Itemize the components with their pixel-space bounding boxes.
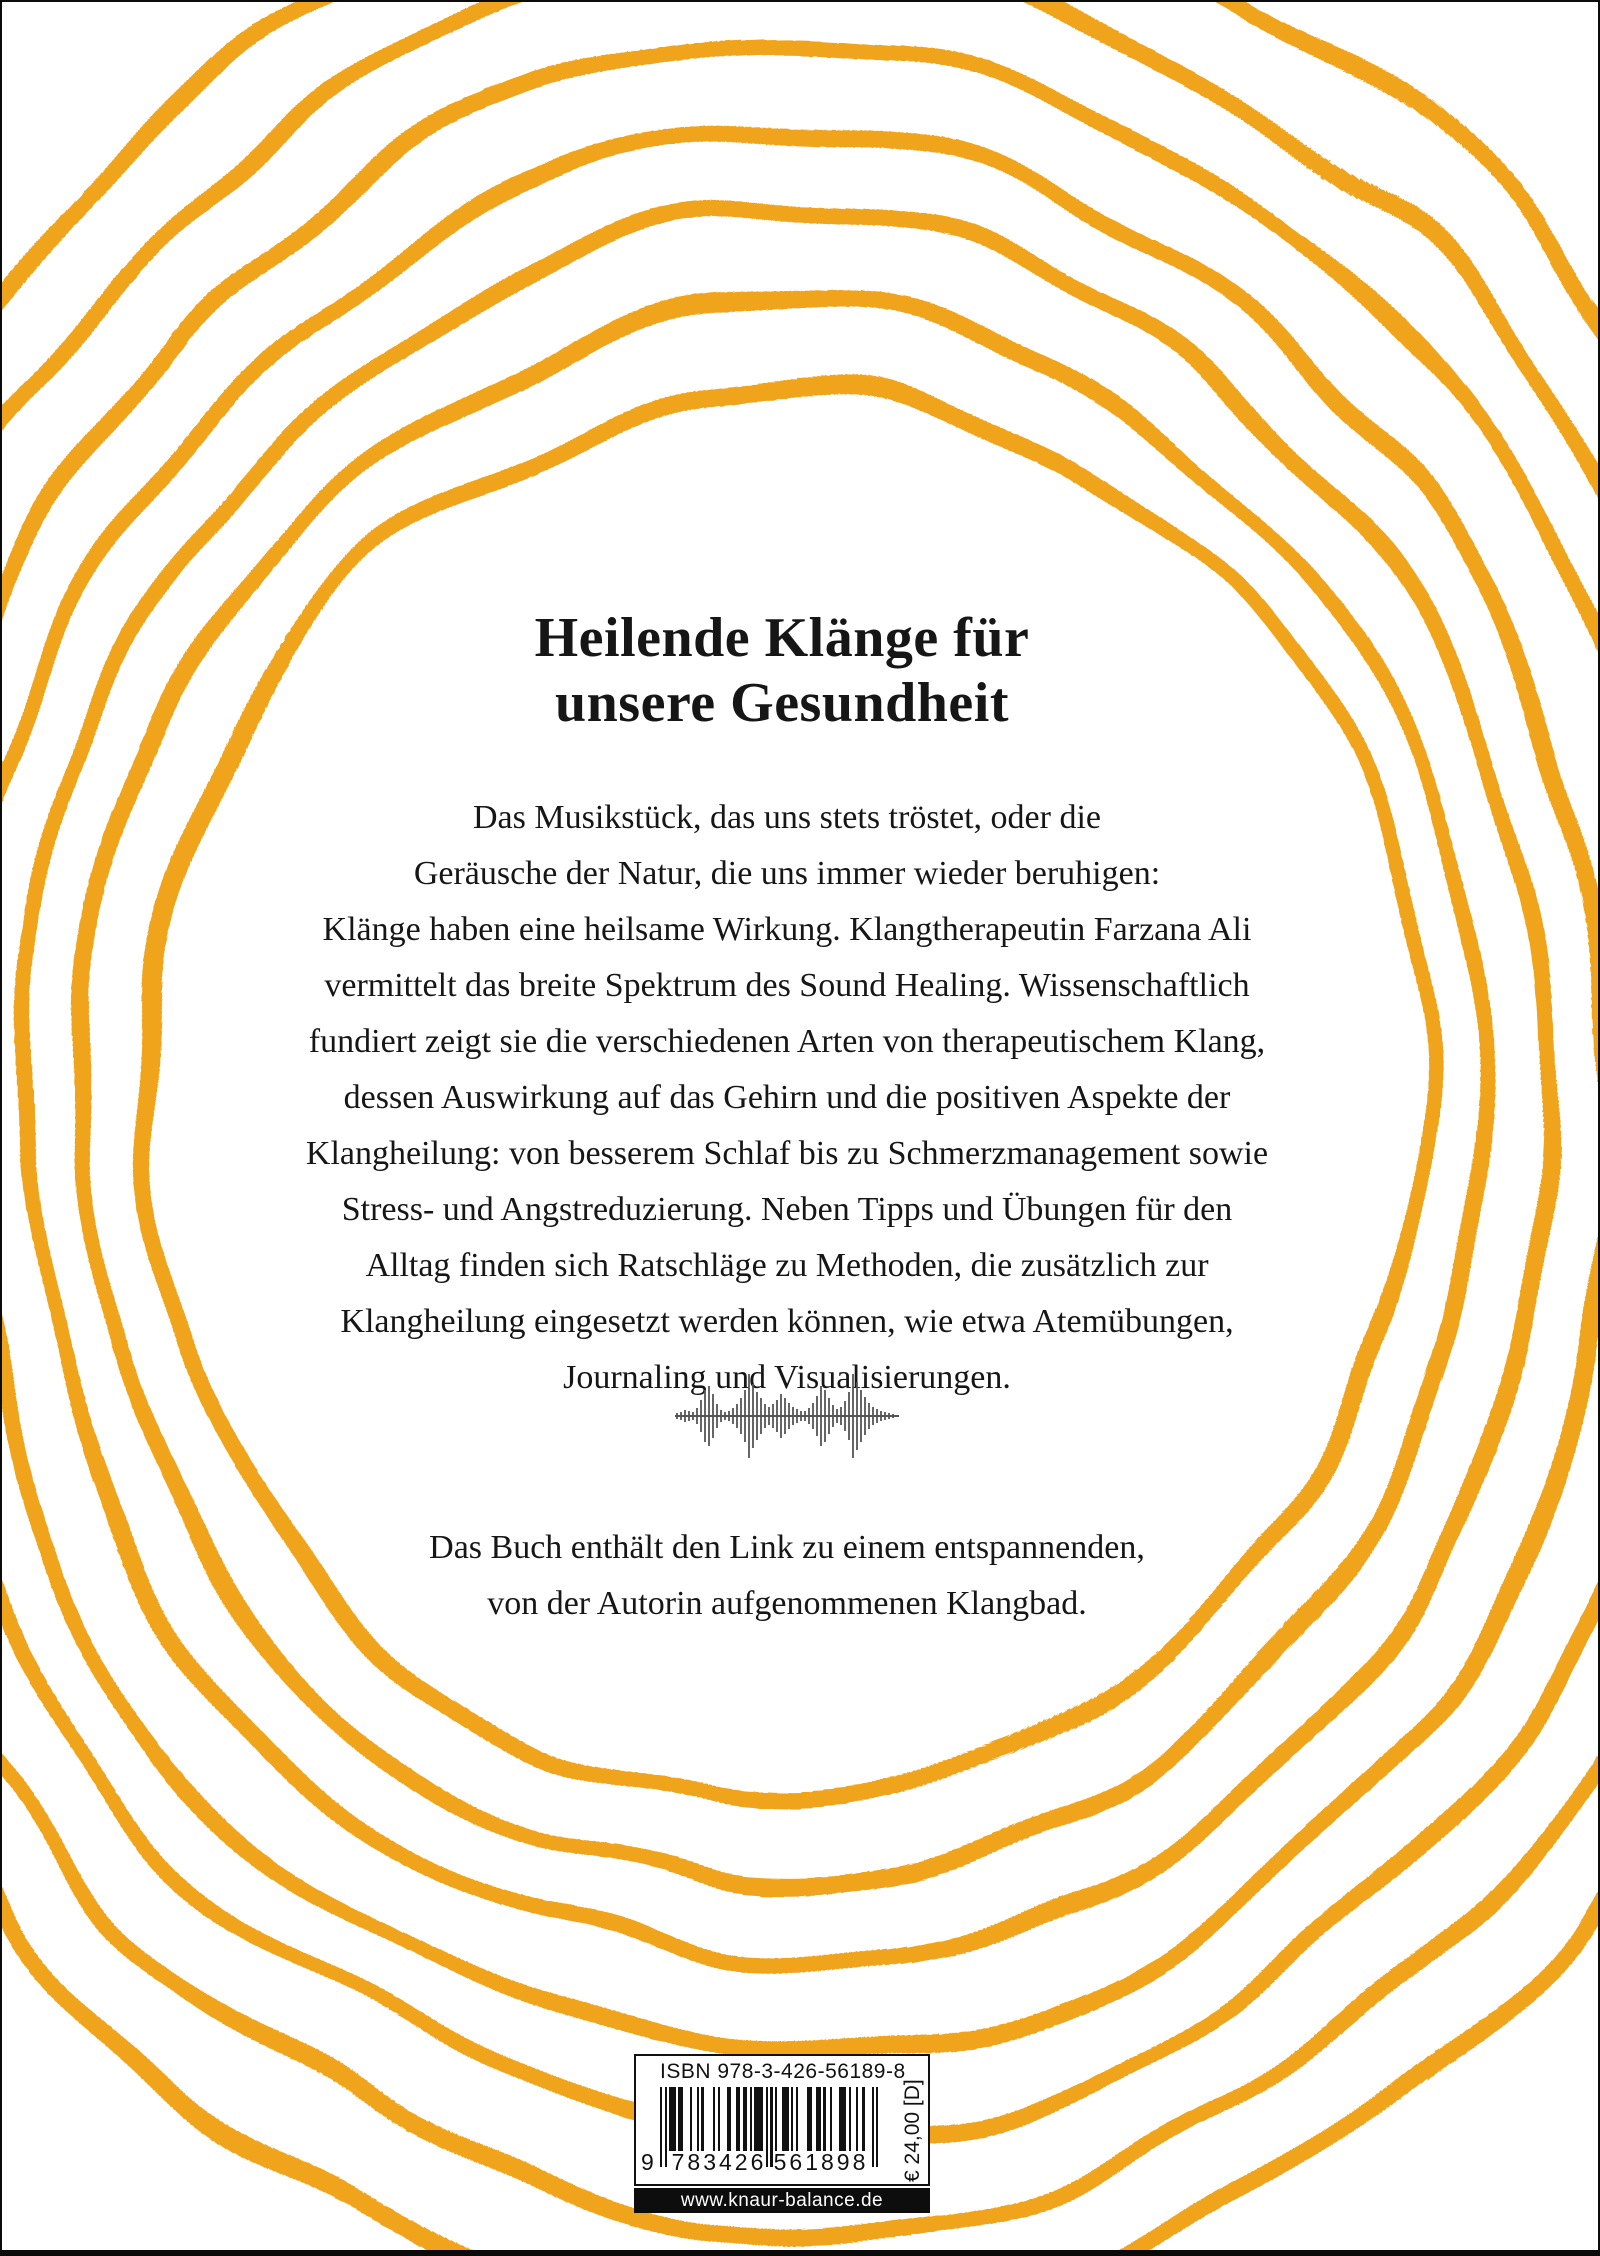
cover-text-area: [2, 2, 1598, 2250]
blurb-line: Das Musikstück, das uns stets tröstet, oder die: [473, 799, 1101, 836]
barcode-digit-lead: 9: [641, 2149, 654, 2175]
blurb-line: vermittelt das breite Spektrum des Sound Healing. Wissenschaftlich: [324, 967, 1250, 1004]
blurb-line: Alltag finden sich Ratschläge zu Methoden, die zusätzlich zur: [365, 1247, 1209, 1284]
blurb-line: dessen Auswirkung auf das Gehirn und die positiven Aspekte der: [343, 1079, 1231, 1116]
blurb-paragraph: [187, 790, 1387, 1406]
blurb-line: Stress- und Angstreduzierung. Neben Tipps und Übungen für den: [341, 1191, 1233, 1228]
blurb-line: fundiert zeigt sie die verschiedenen Arten von therapeutischem Klang,: [308, 1023, 1266, 1060]
bonus-line: Das Buch enthält den Link zu einem entspannenden,: [429, 1529, 1145, 1566]
page-title: [182, 606, 1382, 736]
publisher-website-bar: www.knaur-balance.de: [634, 2188, 930, 2213]
barcode-digit-group1: 783426: [671, 2149, 767, 2175]
title-line: unsere Gesundheit: [555, 672, 1009, 734]
bonus-line: von der Autorin aufgenommenen Klangbad.: [487, 1585, 1087, 1622]
barcode-block: [634, 2054, 930, 2213]
blurb-line: Klänge haben eine heilsame Wirkung. Klangtherapeutin Farzana Ali: [322, 911, 1252, 948]
barcode-panel: [634, 2054, 930, 2186]
price-label: € 24,00 [D]: [901, 2079, 924, 2182]
isbn-label: ISBN 978-3-426-56189-8: [660, 2060, 906, 2083]
blurb-line: Journaling und Visualisierungen.: [563, 1359, 1011, 1396]
barcode-digit-group2: 561898: [773, 2149, 869, 2175]
bonus-note: [187, 1520, 1387, 1632]
ean13-barcode: [660, 2087, 879, 2151]
barcode-digits: [641, 2149, 928, 2177]
sound-waveform-icon: [675, 1372, 899, 1460]
blurb-line: Geräusche der Natur, die uns immer wieder beruhigen:: [413, 855, 1161, 892]
blurb-line: Klangheilung eingesetzt werden können, wie etwa Atemübungen,: [340, 1303, 1234, 1340]
blurb-line: Klangheilung: von besserem Schlaf bis zu Schmerzmanagement sowie: [305, 1135, 1269, 1172]
title-line: Heilende Klänge für: [534, 607, 1030, 669]
